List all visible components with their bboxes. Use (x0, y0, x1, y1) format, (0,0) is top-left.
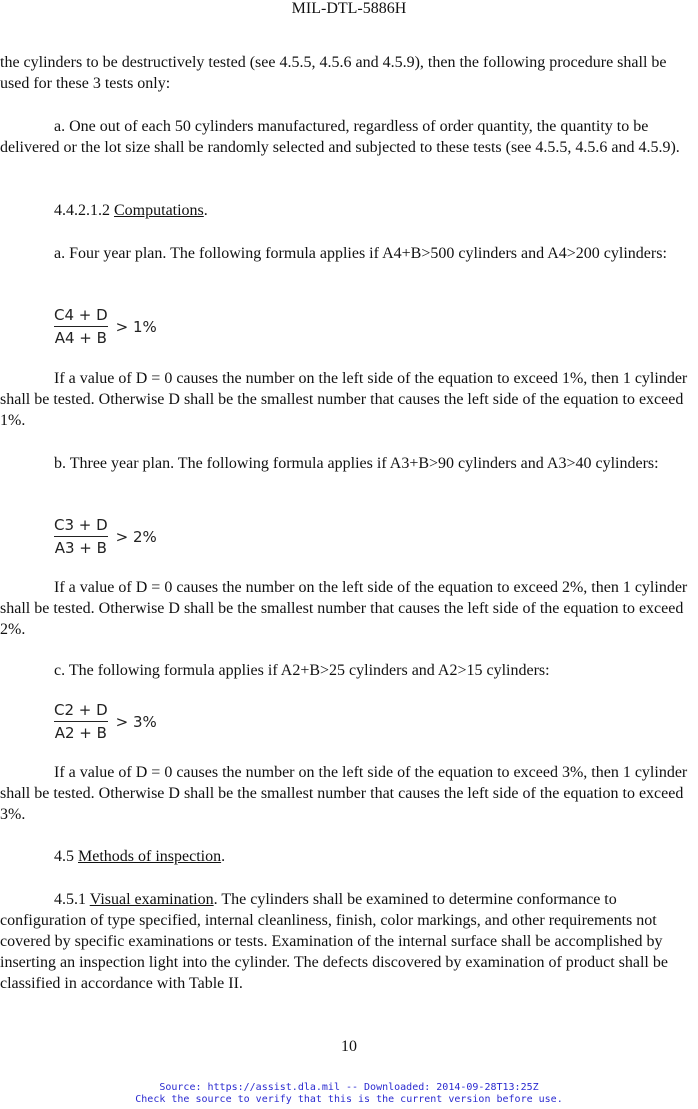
section-number: 4.4.2.1.2 (54, 202, 114, 219)
section-visual-examination (0, 889, 698, 994)
plan-a-explanation: If a value of D = 0 causes the number on the left side of the equation to exceed 1%, then 1 cylinder shall be tested. Otherwise D shall be the smallest number that causes the left side of the equation to exceed 1%. (0, 370, 688, 429)
plan-a-text: a. Four year plan. The following formula applies if A4+B>500 cylinders and A4>200 cylinders: (54, 245, 667, 262)
fraction (54, 701, 108, 742)
plan-b-explanation: If a value of D = 0 causes the number on the left side of the equation to exceed 2%, then 1 cylinder shall be tested. Otherwise D shall be the smallest number that causes the left side of the equation to exceed 2%. (0, 579, 688, 638)
section-heading-methods-of-inspection: 4.5 Methods of inspection. (54, 848, 226, 865)
numerator: C2 + D (54, 701, 108, 719)
relation: > 1% (115, 317, 157, 336)
paragraph-intro: the cylinders to be destructively tested (see 4.5.5, 4.5.6 and 4.5.9), then the following procedure shall be used for these 3 tests only: (0, 54, 667, 92)
plan-b-text: b. Three year plan. The following formula applies if A3+B>90 cylinders and A3>40 cylinders: (54, 455, 659, 472)
denominator: A3 + B (54, 539, 107, 557)
numerator: C3 + D (54, 516, 108, 534)
plan-c-explanation: If a value of D = 0 causes the number on the left side of the equation to exceed 3%, then 1 cylinder shall be tested. Otherwise D shall be the smallest number that causes the left side of the equation to exceed 3%. (0, 764, 688, 823)
section-number: 4.5 (54, 848, 78, 865)
section-title: Computations (114, 202, 204, 219)
page-number: 10 (341, 1038, 357, 1055)
relation: > 2% (115, 527, 157, 546)
section-title: Methods of inspection (78, 848, 222, 865)
fraction (54, 516, 108, 557)
formula-plan-c (54, 701, 157, 742)
running-header: MIL-DTL-5886H (291, 0, 407, 17)
verify-line: Check the source to verify that this is the current version before use. (135, 1094, 563, 1105)
denominator: A2 + B (54, 724, 107, 742)
source-line: Source: https://assist.dla.mil -- Downloaded: 2014-09-28T13:25Z (159, 1082, 539, 1093)
paragraph-a-sampling: a. One out of each 50 cylinders manufactured, regardless of order quantity, the quantity to be delivered or the lot size shall be randomly selected and subjected to these tests (see 4.5.5, 4.5.6 and 4.5.9). (0, 118, 680, 156)
denominator: A4 + B (54, 329, 107, 347)
relation: > 3% (115, 712, 157, 731)
section-title: Visual examination (89, 891, 214, 908)
fraction (54, 306, 108, 347)
section-heading-computations: 4.4.2.1.2 Computations. (54, 202, 208, 219)
plan-c-text: c. The following formula applies if A2+B>25 cylinders and A2>15 cylinders: (54, 662, 550, 679)
section-body: . The cylinders shall be examined to determine conformance to configuration of type specified, internal cleanliness, finish, color markings, and other requirements not covered by specific examinations or tests. Examination of the internal surface shall be accomplished by inserting an inspection light into the cylinder. The defects discovered by examination of product shall be classified in accordance with Table II. (0, 891, 668, 992)
formula-plan-a (54, 306, 157, 347)
formula-plan-b (54, 516, 157, 557)
numerator: C4 + D (54, 306, 108, 324)
section-number: 4.5.1 (54, 891, 90, 908)
